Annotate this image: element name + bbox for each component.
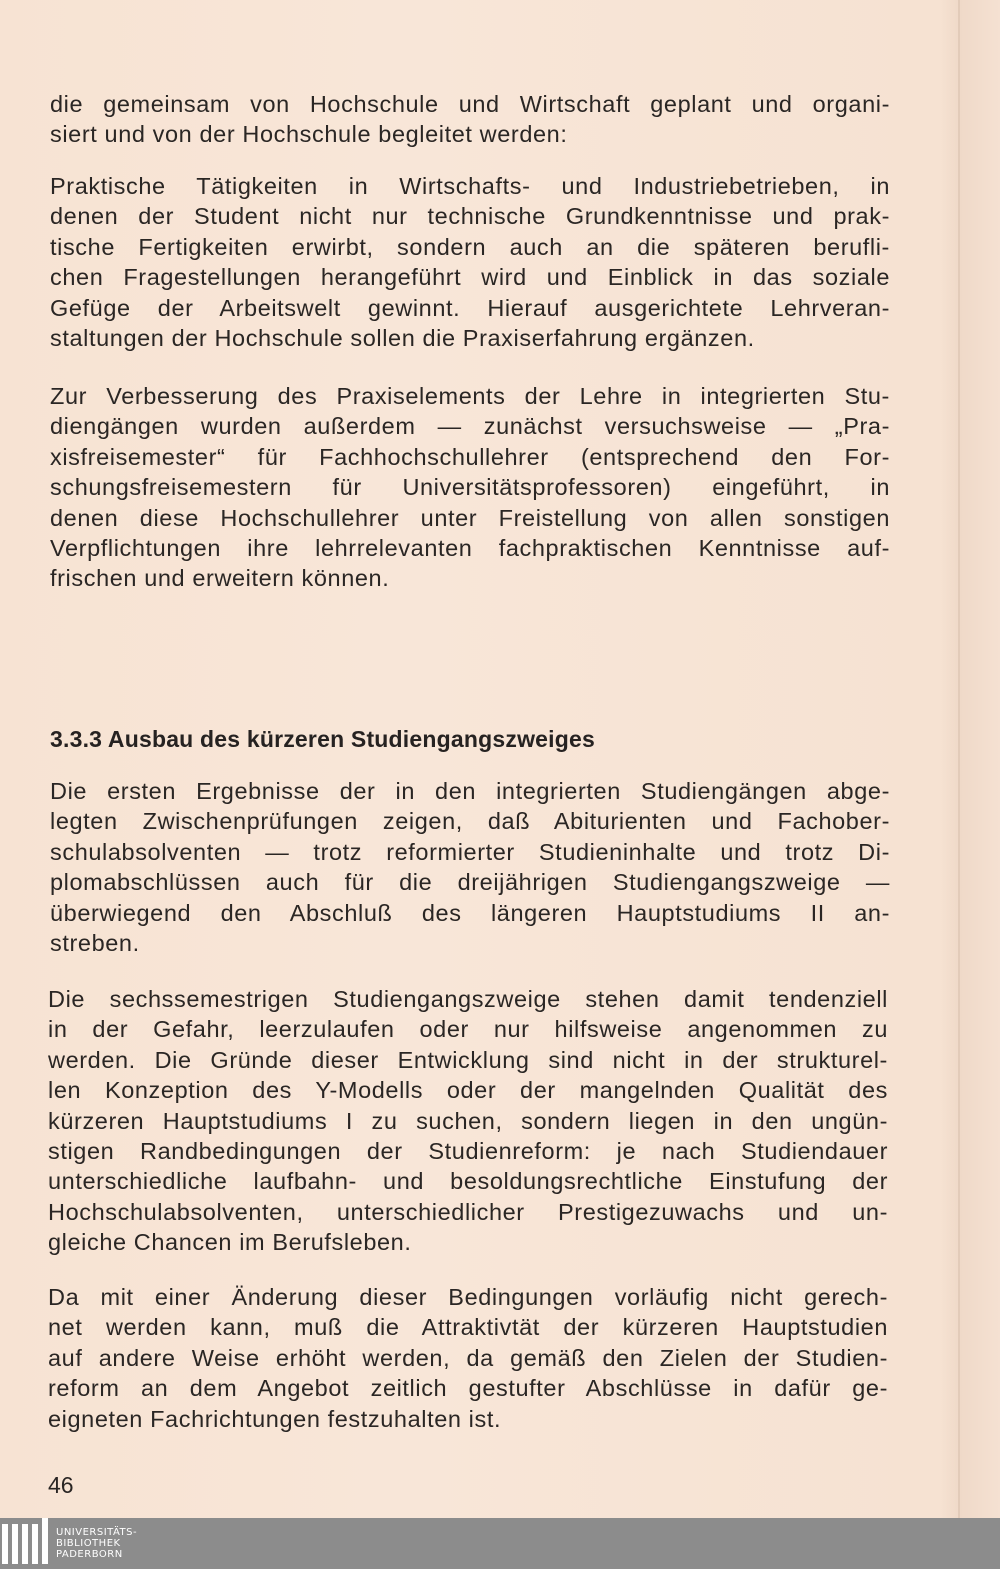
text-line: denen diese Hochschullehrer unter Freistellung von allen sonstigen (50, 504, 890, 531)
text-line: Praktische Tätigkeiten in Wirtschafts- und Industriebetrieben, in (50, 173, 890, 199)
text-line: denen der Student nicht nur technische Grundkenntnisse und prak- (50, 203, 890, 230)
text-line: kürzeren Hauptstudiums I zu suchen, sondern liegen in den ungün- (48, 1107, 888, 1134)
text-line: chen Fragestellungen herangeführt wird und Einblick in das soziale (50, 264, 890, 291)
text-line: len Konzeption des Y-Modells oder der mangelnden Qualität des (48, 1077, 888, 1104)
text-line: Zur Verbesserung des Praxiselements der Lehre in integrierten Stu- (50, 383, 890, 409)
text-line: Gefüge der Arbeitswelt gewinnt. Hierauf ausgerichtete Lehrveran- (50, 294, 890, 321)
text-line: unterschiedliche laufbahn- und besoldungsrechtliche Einstufung der (48, 1168, 888, 1195)
text-line: Da mit einer Änderung dieser Bedingungen vorläufig nicht gerech- (48, 1284, 888, 1310)
text-line: auf andere Weise erhöht werden, da gemäß den Zielen der Studien- (48, 1344, 888, 1371)
text-line: eigneten Fachrichtungen festzuhalten ist. (48, 1405, 502, 1432)
text-line: überwiegend den Abschluß des längeren Hauptstudiums II an- (50, 899, 890, 926)
paragraph-3 (50, 381, 890, 594)
text-line: xisfreisemester“ für Fachhochschullehrer (entsprechend den For- (50, 443, 890, 470)
text-line: werden. Die Gründe dieser Entwicklung sind nicht in der strukturel- (48, 1046, 888, 1073)
text-line: schulabsolventen — trotz reformierter Studieninhalte und trotz Di- (50, 838, 890, 865)
library-logo (0, 1518, 137, 1569)
text-line: net werden kann, muß die Attraktivtät der kürzeren Hauptstudien (48, 1314, 888, 1341)
paragraph-6 (48, 1282, 888, 1434)
text-line: tische Fertigkeiten erwirbt, sondern auch an die späteren berufli- (50, 233, 890, 260)
text-line: Die sechssemestrigen Studiengangszweige stehen damit tendenziell (48, 986, 888, 1012)
logo-line: PADERBORN (56, 1549, 123, 1560)
text-line: streben. (50, 930, 140, 957)
text-line: gleiche Chancen im Berufsleben. (48, 1229, 412, 1256)
logo-line: UNIVERSITÄTS- (56, 1527, 138, 1538)
section-heading: 3.3.3 Ausbau des kürzeren Studiengangszweiges (50, 726, 595, 752)
text-line: reform an dem Angebot zeitlich gestufter Abschlüsse in dafür ge- (48, 1375, 888, 1402)
text-line: Hochschulabsolventen, unterschiedlicher Prestigezuwachs und un- (48, 1198, 888, 1225)
library-footer-bar (0, 1518, 1000, 1569)
paragraph-2 (50, 171, 890, 353)
paragraph-4 (50, 776, 890, 958)
text-line: staltungen der Hochschule sollen die Praxiserfahrung ergänzen. (50, 325, 755, 352)
barcode-logo-icon (2, 1524, 48, 1564)
text-line: in der Gefahr, leerzulaufen oder nur hilfsweise angenommen zu (48, 1016, 888, 1043)
text-line: schungsfreisemestern für Universitätsprofessoren) eingeführt, in (50, 474, 890, 501)
logo-line: BIBLIOTHEK (56, 1538, 121, 1549)
paragraph-5 (48, 984, 888, 1258)
library-logo-text (56, 1527, 137, 1560)
text-line: legten Zwischenprüfungen zeigen, daß Abiturienten und Fachober- (50, 808, 890, 835)
text-line: plomabschlüssen auch für die dreijährigen Studiengangszweige — (50, 869, 890, 896)
text-line: Verpflichtungen ihre lehrrelevanten fachpraktischen Kenntnisse auf- (50, 535, 890, 562)
text-line: stigen Randbedingungen der Studienreform: je nach Studiendauer (48, 1138, 888, 1165)
paragraph-1 (50, 89, 890, 150)
page-fold-edge (958, 0, 960, 1518)
text-line: die gemeinsam von Hochschule und Wirtschaft geplant und organi- (50, 91, 890, 117)
page-number: 46 (48, 1472, 74, 1498)
text-line: frischen und erweitern können. (50, 565, 390, 592)
text-line: diengängen wurden außerdem — zunächst versuchsweise — „Pra- (50, 413, 890, 440)
text-line: Die ersten Ergebnisse der in den integrierten Studiengängen abge- (50, 778, 890, 804)
text-line: siert und von der Hochschule begleitet werden: (50, 121, 568, 148)
